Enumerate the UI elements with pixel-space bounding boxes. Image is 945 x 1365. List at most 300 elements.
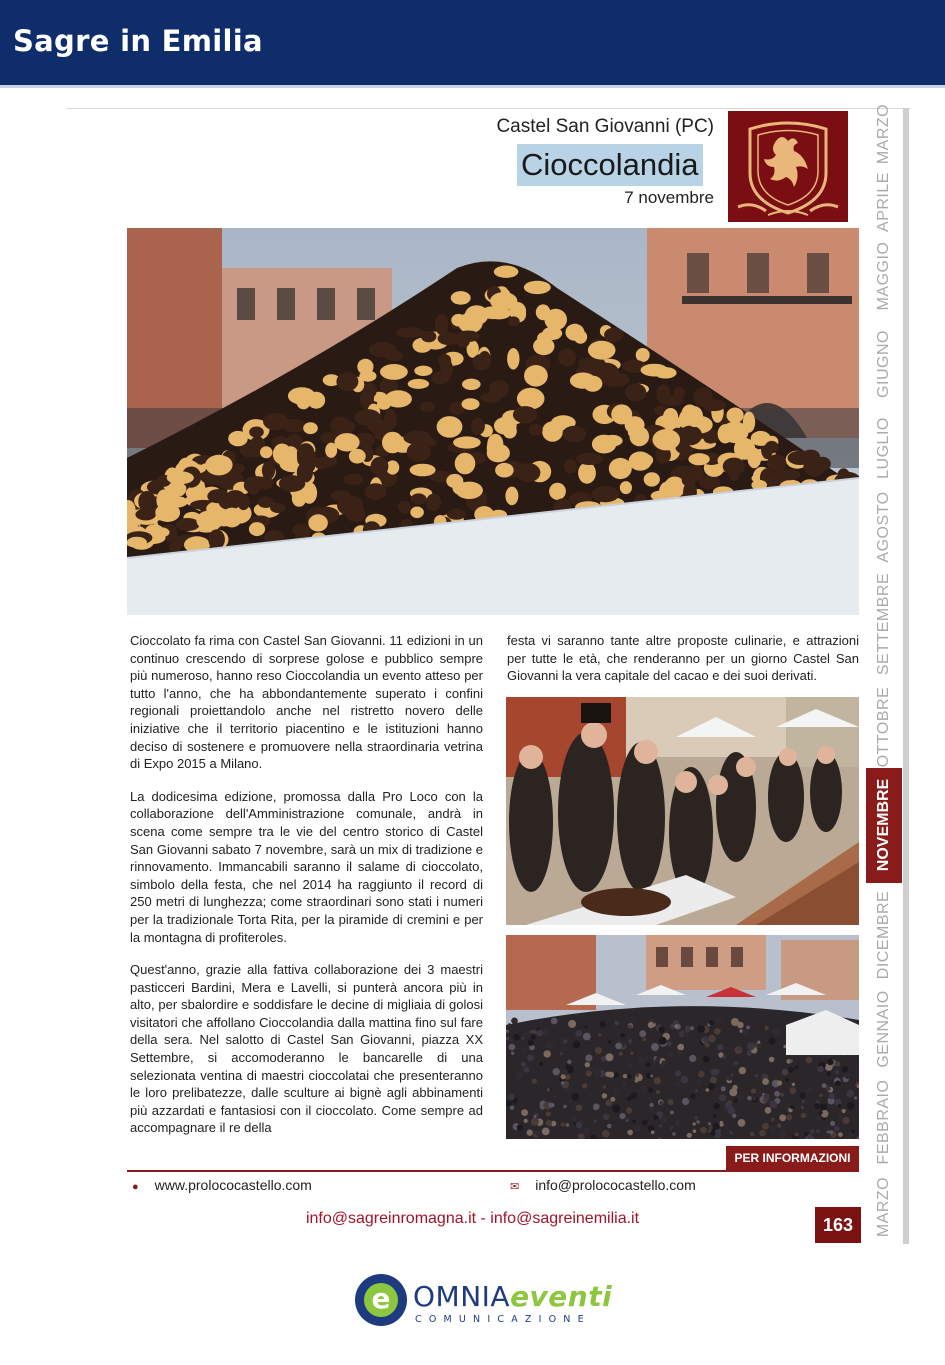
crowd-dot <box>571 1093 579 1101</box>
crowd-dot <box>801 1113 806 1118</box>
crowd-dot <box>606 1053 614 1061</box>
crowd-dot <box>632 1120 636 1124</box>
profiterole <box>549 483 566 500</box>
profiterole <box>307 392 325 409</box>
profiterole <box>653 429 681 450</box>
crowd-dot <box>842 1066 849 1073</box>
profiterole <box>588 341 616 360</box>
profiterole <box>260 446 272 458</box>
month-tab[interactable]: GENNAIO <box>875 990 892 1068</box>
profiterole <box>336 372 358 391</box>
crowd-dot <box>566 1064 569 1067</box>
crowd-dot <box>750 1132 755 1137</box>
profiterole <box>517 388 545 410</box>
crowd-dot <box>527 1129 533 1135</box>
crowd-dot <box>708 1035 716 1043</box>
crowd-dot <box>675 1070 681 1076</box>
crowd-dot <box>827 1059 834 1066</box>
profiterole <box>369 342 397 357</box>
crowd-dot <box>737 1094 743 1100</box>
crowd-dot <box>713 1114 717 1118</box>
crowd-dot <box>646 1062 651 1067</box>
crowd-dot <box>659 1101 663 1105</box>
crowd-dot <box>694 1116 698 1120</box>
crowd-dot <box>695 1089 698 1092</box>
crowd-dot <box>516 1072 523 1079</box>
crowd-dot <box>635 1080 638 1083</box>
profiterole <box>270 503 285 513</box>
crowd-dot <box>613 1088 620 1095</box>
crowd-dot <box>732 1085 737 1090</box>
crowd-dot <box>790 1059 793 1062</box>
crowd-dot <box>521 1062 526 1067</box>
crowd-dot <box>563 1048 566 1051</box>
profiterole <box>349 449 366 464</box>
crowd-dot <box>627 1130 633 1136</box>
month-tab-active[interactable] <box>866 768 902 883</box>
crowd-dot <box>842 1117 849 1124</box>
profiterole <box>471 418 485 435</box>
crowd-dot <box>626 1119 629 1122</box>
crowd-dot <box>531 1118 539 1126</box>
crowd-dot <box>826 1086 831 1091</box>
crowd-dot <box>659 1124 662 1127</box>
crowd-dot <box>777 1123 782 1128</box>
crowd-dot <box>598 1033 601 1036</box>
crowd-dot <box>847 1102 855 1110</box>
crowd-dot <box>656 1090 660 1094</box>
email-contact <box>510 1177 696 1193</box>
profiterole <box>570 373 596 389</box>
crowd-dot <box>794 1133 798 1137</box>
profiterole <box>384 409 397 430</box>
profiterole <box>663 408 678 425</box>
crowd-dot <box>713 1103 720 1110</box>
profiterole <box>331 416 349 432</box>
profiterole <box>505 487 518 506</box>
month-tab[interactable]: OTTOBRE <box>875 686 892 768</box>
crowd-dot <box>654 1077 661 1084</box>
profiterole <box>625 383 646 401</box>
crowd-dot <box>549 1103 554 1108</box>
month-tab[interactable]: FEBBRAIO <box>875 1079 892 1165</box>
festival-people-photo <box>506 697 859 925</box>
crowd-dot <box>814 1116 820 1122</box>
crowd-dot <box>681 1076 689 1084</box>
crowd-dot <box>608 1040 612 1044</box>
crowd-dot <box>614 1020 619 1025</box>
profiterole <box>208 529 225 549</box>
crowd-dot <box>659 1037 667 1045</box>
header-bar <box>0 0 945 88</box>
profiterole <box>688 453 709 465</box>
crowd-dot <box>765 1107 772 1114</box>
crowd-dot <box>631 1092 637 1098</box>
crowd-dot <box>583 1127 591 1135</box>
crowd-dot <box>571 1114 578 1121</box>
profiterole <box>249 427 264 438</box>
crowd-dot <box>517 1124 523 1130</box>
crowd-dot <box>522 1047 527 1052</box>
crowd-dot <box>847 1090 855 1098</box>
profiterole <box>641 364 668 377</box>
crowd-dot <box>642 1120 648 1126</box>
article-column-right <box>507 632 859 700</box>
crowd-dot <box>834 1126 840 1132</box>
profiterole <box>396 327 424 337</box>
profiterole <box>765 441 779 453</box>
profiterole <box>462 379 481 390</box>
crowd-dot <box>698 1071 705 1078</box>
crowd-dot <box>568 1020 576 1028</box>
profiterole <box>420 402 435 412</box>
profiterole <box>205 455 232 476</box>
crowd-dot <box>668 1099 674 1105</box>
crowd-dot <box>607 1124 612 1129</box>
crowd-dot <box>765 1054 768 1057</box>
profiterole <box>228 431 248 446</box>
profiterole <box>631 453 653 467</box>
crowd-dot <box>820 1103 827 1110</box>
crowd-dot <box>810 1129 815 1134</box>
crowd-dot <box>771 1118 774 1121</box>
crowd-dot <box>560 1052 564 1056</box>
crowd-dot <box>649 1103 653 1107</box>
crowd-dot <box>806 1057 813 1064</box>
crowd-dot <box>602 1130 610 1138</box>
crowd-dot <box>608 1072 614 1078</box>
profiterole <box>411 436 437 448</box>
crowd-dot <box>706 1088 710 1092</box>
crowd-dot <box>838 1104 842 1108</box>
profiterole <box>604 328 624 342</box>
month-tab[interactable]: DICEMBRE <box>875 890 892 980</box>
crowd-dot <box>620 1033 625 1038</box>
crowd-dot <box>667 1041 672 1046</box>
event-title: Cioccolandia <box>517 144 703 186</box>
profiterole <box>494 417 517 435</box>
crowd-dot <box>784 1107 787 1110</box>
crowd-dot <box>835 1081 841 1087</box>
crowd-dot <box>522 1033 526 1037</box>
month-tab[interactable]: MARZO <box>875 103 892 165</box>
crowd-dot <box>619 1052 623 1056</box>
crowd-dot <box>635 1074 639 1078</box>
profiterole <box>529 424 543 436</box>
profiterole <box>334 433 359 451</box>
profiterole <box>524 281 551 294</box>
crowd-dot <box>546 1120 552 1126</box>
crowd-dot <box>675 1120 681 1126</box>
profiterole <box>776 469 801 480</box>
profiterole <box>354 409 381 425</box>
profiterole <box>451 291 471 305</box>
crowd-dot <box>772 1028 779 1035</box>
profiterole <box>176 518 200 531</box>
crowd-dot <box>774 1091 780 1097</box>
month-index-bar <box>903 108 909 1244</box>
crowd-dot <box>738 1119 746 1127</box>
crowd-dot <box>506 1037 509 1040</box>
profiterole <box>297 443 315 464</box>
profiterole <box>219 495 241 510</box>
logo-e-icon: e <box>355 1274 407 1326</box>
profiterole <box>127 537 147 548</box>
profiterole <box>156 489 171 510</box>
profiterole <box>682 405 699 423</box>
profiterole <box>365 483 387 500</box>
info-rule <box>127 1170 859 1172</box>
profiterole <box>544 309 567 330</box>
crowd-dot <box>722 1055 725 1058</box>
crowd-dot <box>838 1132 843 1137</box>
crowd-dot <box>546 1111 551 1116</box>
month-tab[interactable]: MAGGIO <box>875 241 892 311</box>
footer-emails[interactable]: info@sagreinromagna.it - info@sagreinemilia.it <box>305 1210 640 1227</box>
crowd-dot <box>762 1078 769 1085</box>
crowd-dot <box>672 1132 675 1135</box>
crowd-dot <box>543 1029 550 1036</box>
logo-wordmark: OMNIAeventi <box>413 1280 613 1313</box>
crowd-dot <box>702 1036 709 1043</box>
profiterole <box>517 463 540 482</box>
crowd-dot <box>703 1056 710 1063</box>
crowd-dot <box>854 1096 857 1099</box>
crowd-dot <box>696 1120 700 1124</box>
crowd-dot <box>779 1114 786 1121</box>
month-tab[interactable]: LUGLIO <box>875 417 892 479</box>
month-tab[interactable]: APRILE <box>875 172 892 232</box>
crowd-dot <box>700 1127 707 1134</box>
crowd-dot <box>509 1044 516 1051</box>
crowd-dot <box>593 1069 601 1077</box>
crowd-dot <box>755 1042 758 1045</box>
crowd-dot <box>509 1094 515 1100</box>
month-tab[interactable]: MARZO <box>875 1176 892 1238</box>
profiterole <box>437 416 463 438</box>
crowd-dot <box>769 1101 777 1109</box>
crowd-dot <box>794 1065 798 1069</box>
crowd-dot <box>759 1130 766 1137</box>
crowd-dot <box>739 1067 746 1074</box>
crowd-dot <box>845 1073 851 1079</box>
profiterole <box>563 426 586 442</box>
crowd-dot <box>524 1067 530 1073</box>
profiterole <box>576 453 603 465</box>
crowd-dot <box>599 1021 605 1027</box>
crowd-dot <box>762 1123 769 1130</box>
profiterole <box>472 354 491 370</box>
crowd-dot <box>715 1132 721 1138</box>
crowd-dot <box>628 1075 632 1079</box>
profiterole <box>153 527 170 537</box>
crowd-dot <box>533 1115 536 1118</box>
crowd-dot <box>826 1071 831 1076</box>
crowd-dot <box>730 1131 733 1134</box>
profiterole <box>451 314 466 327</box>
email-link[interactable]: info@prolococastello.com <box>535 1177 696 1193</box>
crowd-dot <box>816 1129 820 1133</box>
profiterole <box>558 348 576 366</box>
profiterole <box>565 324 584 341</box>
crowd-dot <box>670 1111 674 1115</box>
crowd-dot <box>747 1096 752 1101</box>
crowd-dot <box>659 1026 665 1032</box>
crowd-dot <box>676 1050 682 1056</box>
crowd-dot <box>814 1103 820 1109</box>
crowd-dot <box>830 1121 835 1126</box>
crowd-dot <box>746 1026 750 1030</box>
crowd-dot <box>828 1093 834 1099</box>
crowd-dot <box>675 1083 679 1087</box>
crowd-dot <box>553 1095 557 1099</box>
profiterole <box>630 427 650 447</box>
profiterole <box>609 458 632 479</box>
crowd-dot <box>628 1039 633 1044</box>
profiterole <box>564 459 578 473</box>
crowd-dot <box>648 1088 653 1093</box>
crowd-dot <box>829 1130 833 1134</box>
profiterole <box>718 424 733 443</box>
crowd-dot <box>734 1098 738 1102</box>
crowd-dot <box>561 1074 566 1079</box>
crowd-dot <box>626 1107 632 1113</box>
profiterole <box>453 436 481 448</box>
crowd-dot <box>690 1094 696 1100</box>
crowd-dot <box>640 1085 647 1092</box>
crowd-dot <box>521 1037 524 1040</box>
crowd-dot <box>779 1131 787 1139</box>
crowd-dot <box>697 1025 705 1033</box>
crowd-dot <box>655 1057 660 1062</box>
crowd-dot <box>819 1094 823 1098</box>
profiterole <box>457 331 480 342</box>
crowd-dot <box>842 1109 846 1113</box>
crowd-dot <box>583 1033 591 1041</box>
crowd-dot <box>693 1122 696 1125</box>
crowd-dot <box>747 1043 755 1051</box>
crowd-dot <box>566 1123 570 1127</box>
crowd-dot <box>627 1096 632 1101</box>
profiterole <box>371 457 389 476</box>
crowd-dot <box>628 1064 633 1069</box>
crowd-dot <box>683 1032 689 1038</box>
page-number: 163 <box>815 1207 861 1243</box>
profiterole <box>303 422 318 434</box>
profiterole <box>490 292 517 310</box>
profiterole <box>487 444 510 463</box>
crowd-dot <box>513 1034 520 1041</box>
month-tab[interactable]: SETTEMBRE <box>875 572 892 676</box>
crowd-dot <box>752 1097 756 1101</box>
crowd-dot <box>852 1130 855 1133</box>
crowd-dot <box>720 1123 724 1127</box>
profiterole <box>494 266 519 278</box>
profiterole <box>138 491 156 512</box>
crowd-dot <box>638 1056 645 1063</box>
profiterole <box>462 398 480 410</box>
crowd-dot <box>835 1070 839 1074</box>
crowd-dot <box>685 1025 690 1030</box>
crowd-dot <box>710 1077 717 1084</box>
crowd-dot <box>651 1043 659 1051</box>
month-tab[interactable]: AGOSTO <box>875 491 892 563</box>
crowd-dot <box>524 1119 528 1123</box>
crowd-dot <box>751 1088 756 1093</box>
page-top-rule <box>66 108 911 109</box>
profiterole <box>767 454 786 472</box>
crowd-dot <box>586 1070 592 1076</box>
profiterole <box>636 348 650 362</box>
profiterole <box>426 494 441 511</box>
month-active-label: NOVEMBRE <box>875 778 892 872</box>
crowd-dot <box>602 1093 607 1098</box>
info-label: PER INFORMAZIONI <box>726 1146 859 1171</box>
crowd-dot <box>530 1030 533 1033</box>
crowd-dot <box>563 1039 568 1044</box>
profiterole <box>592 435 616 454</box>
crowd-dot <box>611 1097 616 1102</box>
crowd-dot <box>546 1041 553 1048</box>
profiterole <box>249 522 265 536</box>
month-tab[interactable]: GIUGNO <box>875 330 892 398</box>
crowd-dot <box>648 1022 654 1028</box>
profiterole <box>727 408 744 424</box>
crowd-dot <box>719 1094 726 1101</box>
crowd-dot <box>603 1114 609 1120</box>
crowd-dot <box>790 1105 794 1109</box>
profiterole <box>513 406 538 423</box>
crowd-dot <box>639 1030 646 1037</box>
article-paragraph: Cioccolato fa rima con Castel San Giovanni. 11 edizioni in un continuo crescendo di sorprese golose e pubblico sempre più numeroso, hanno reso Cioccolandia un evento atteso per tutto l'anno, che ha abbondantemente superato i confini regionali proiettandolo anche nel ristretto novero delle iniziative che il territorio piacentino e le istituzioni hanno deciso di sostenere e promuovere nella straordinaria vetrina di Expo 2015 a Milano. <box>130 633 483 772</box>
profiterole <box>167 471 194 484</box>
crowd-dot <box>544 1050 551 1057</box>
profiterole <box>222 508 243 528</box>
crowd-dot <box>510 1106 514 1110</box>
crowd-dot <box>725 1102 732 1109</box>
profiterole <box>524 365 548 387</box>
crowd-dot <box>768 1037 775 1044</box>
profiterole <box>410 464 436 477</box>
profiterole <box>686 465 703 481</box>
crowd-dot <box>713 1123 720 1130</box>
crowd-dot <box>802 1100 805 1103</box>
article-column-left <box>130 632 483 1152</box>
crowd-dot <box>674 1024 678 1028</box>
crowd-dot <box>630 1052 633 1055</box>
crowd-dot <box>531 1035 536 1040</box>
crowd-dot <box>648 1107 654 1113</box>
crowd-dot <box>790 1087 797 1094</box>
crowd-dot <box>653 1115 658 1120</box>
profiterole <box>410 507 424 519</box>
profiterole <box>438 354 451 367</box>
crowd-dot <box>539 1062 543 1066</box>
profiteroles-photo <box>127 228 859 615</box>
profiterole <box>455 453 476 475</box>
crowd-dot <box>801 1106 804 1109</box>
crowd-dot <box>825 1127 829 1131</box>
website-link[interactable]: www.prolococastello.com <box>154 1177 312 1193</box>
crowd-dot <box>593 1103 600 1110</box>
article-paragraph: festa vi saranno tante altre proposte culinarie, e attrazioni per tutte le età, che renderanno per un giorno Castel San Giovanni la vera capitale del cacao e dei suoi derivati. <box>507 633 859 684</box>
crowd-dot <box>788 1067 794 1073</box>
profiterole <box>723 458 745 475</box>
crowd-dot <box>547 1088 551 1092</box>
profiterole <box>747 448 761 469</box>
profiterole <box>380 364 408 380</box>
crowd-dot <box>568 1100 571 1103</box>
